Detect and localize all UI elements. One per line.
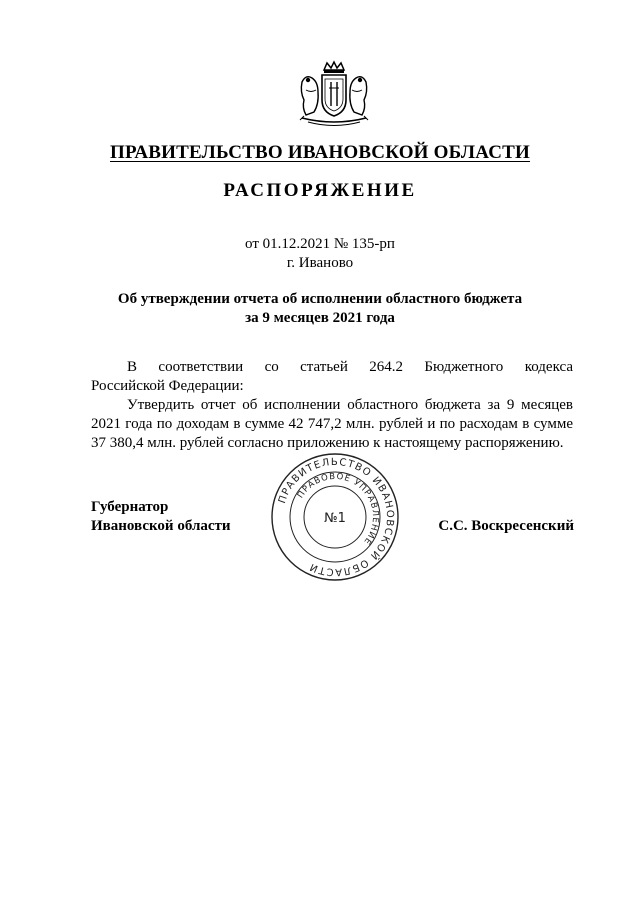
- official-stamp: [270, 452, 400, 582]
- document-body: [91, 358, 573, 453]
- city: г. Иваново: [286, 255, 354, 271]
- coat-of-arms-icon: [294, 60, 374, 130]
- date-number: от 01.12.2021 № 135-рп: [245, 236, 395, 252]
- signatory-name: С.С. Воскресенский: [438, 518, 574, 534]
- position-line-1: Губернатор: [91, 499, 169, 515]
- stamp-number: №1: [324, 511, 346, 526]
- paragraph-decision: Утвердить отчет об исполнении областного бюджета за 9 месяцев 2021 года по доходам в сумме 42 747,2 млн. рублей и по расходам в сумме 37 380,4 млн. рублей согласно приложению к настоящему распоряжению.: [91, 397, 573, 451]
- document-subject: [0, 290, 640, 328]
- document-type: РАСПОРЯЖЕНИЕ: [223, 180, 417, 201]
- position-line-2: Ивановской области: [91, 518, 231, 534]
- basis-line-2: Российской Федерации:: [91, 378, 244, 394]
- basis-line-1: В соответствии со статьей 264.2 Бюджетного кодекса: [127, 359, 573, 375]
- stamp-outer-text: ПРАВИТЕЛЬСТВО ИВАНОВСКОЙ ОБЛАСТИ: [276, 456, 396, 578]
- stamp-inner-text: ПРАВОВОЕ УПРАВЛЕНИЕ: [295, 471, 381, 547]
- subject-line-1: Об утверждении отчета об исполнении областного бюджета: [117, 291, 523, 307]
- svg-text:ПРАВОВОЕ УПРАВЛЕНИЕ: [296, 472, 380, 547]
- subject-line-2: за 9 месяцев 2021 года: [245, 310, 395, 326]
- document-meta: [0, 235, 640, 273]
- paragraph-basis: [91, 358, 573, 377]
- government-title: ПРАВИТЕЛЬСТВО ИВАНОВСКОЙ ОБЛАСТИ: [110, 142, 530, 163]
- signatory-position: [91, 498, 231, 536]
